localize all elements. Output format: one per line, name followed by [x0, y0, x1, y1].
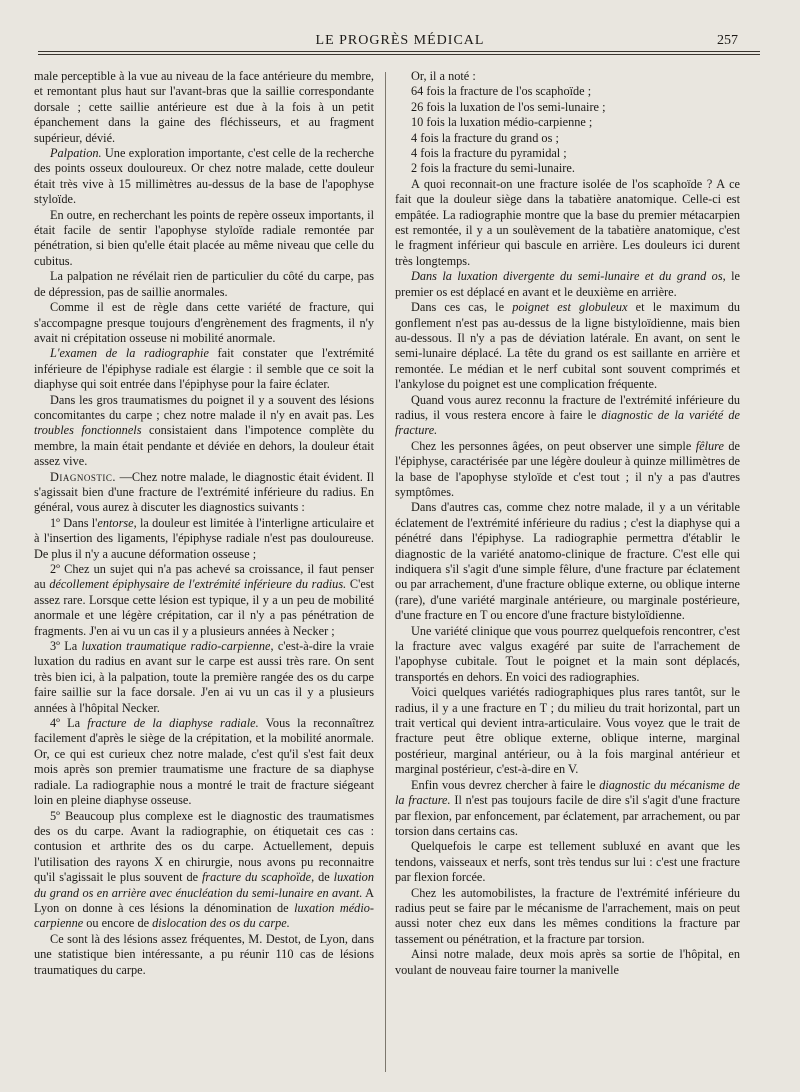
paragraph-text: et le maximum du gonflement n'est pas au-dessus de la ligne bistyloïdienne, mais bien au-dessous. Il n'y a pas de déviation latérale. En avant, on sent le semi-lunaire déplacé. La tête du grand os est saillante en arrière et remontée. Le médian et le nerf cubital sont souvent comprimés et l'ankylose du poignet est une complication fréquente.	[395, 300, 740, 392]
emphasis: poignet est globuleux	[512, 300, 628, 315]
paragraph: Ainsi notre malade, deux mois après sa sortie de l'hôpital, en voulant de nouveau faire tourner la manivelle	[395, 947, 740, 977]
item-text: 3º La	[50, 639, 82, 654]
emphasis: luxation du grand os en arrière avec énucléation du semi-lunaire en avant.	[34, 870, 374, 900]
item-text: , c'est-à-dire la vraie luxation du radius en avant sur le carpe est aussi très rare. On sent très bien ici, à la palpation, toute la première rangée des os du carpe faire saillie sur la face dorsale. J'en ai vu un cas il y a plusieurs années à l'hôpital Necker.	[34, 639, 374, 715]
paragraph: A quoi reconnait-on une fracture isolée de l'os scaphoïde ? A ce fait que la douleur siège dans la tabatière anatomique. Celle-ci est empâtée. La radiographie montre que la base du premier métacarpien est remontée, il y a un soulèvement de la tabatière anatomique, c'est le fragment inférieur qui bascule en arrière. Les douleurs ici durent très longtemps.	[395, 176, 740, 268]
paragraph: La palpation ne révélait rien de particulier du côté du carpe, pas de dépression, pas de saillie anormales.	[34, 269, 374, 299]
item-text: , la douleur est limitée à l'interligne articulaire et à l'insertion des ligaments, l'épiphyse radiale n'est pas douloureuse. De plus il n'y a aucune déformation osseuse ;	[34, 515, 374, 561]
emphasis: diagnostic du mécanisme de la fracture.	[395, 777, 740, 808]
paragraph-text: fait constater que l'extrémité inférieure de l'épiphyse radiale est élargie : il semble que ce soit la diaphyse qui soit entrée dans l'épiphyse pour la faire éclater.	[34, 346, 374, 392]
emphasis: dislocation des os du carpe.	[152, 916, 290, 931]
paragraph-text: Quand vous aurez reconnu la fracture de l'extrémité inférieure du radius, il vous restera encore à faire le	[395, 392, 740, 422]
header-rule	[38, 51, 760, 52]
diagnosis-item	[34, 562, 374, 639]
paragraph-radiography	[34, 346, 374, 392]
paragraph-text: , le premier os est déplacé en avant et le deuxième en arrière.	[395, 269, 740, 299]
paragraph: male perceptible à la vue au niveau de la face antérieure du membre, et remontant plus haut sur l'avant-bras que la saillie correspondante dorsale ; cette saillie antérieure est due à la fois à un petit épanchement dans la gaine des fléchisseurs, et au fragment supérieur, dévié.	[34, 69, 374, 145]
paragraph	[395, 778, 740, 840]
column-divider	[385, 72, 386, 1072]
item-text: 5º Beaucoup plus complexe est le diagnostic des traumatismes des os du carpe. Avant la radiographie, on étiquetait ces cas : contusion et arthrite des os du carpe. Actuellement, depuis l'utilisation des rayons X en chirurgie, nous avons pu reconnaitre qu'il s'agissait le plus souvent de	[34, 808, 374, 885]
stat-line: 26 fois la luxation de l'os semi-lunaire ;	[411, 99, 606, 114]
left-column	[34, 69, 374, 1084]
paragraph: Une variété clinique que vous pourrez quelquefois rencontrer, c'est la fracture avec valgus exagéré par suite de l'arrachement de l'apophyse cubitale. Tout le poignet et la main sont déplacés, transportés en dehors. En voici des radiographies.	[395, 623, 740, 684]
emphasis: L'examen de la radiographie	[50, 346, 209, 361]
paragraph-text: Une exploration importante, c'est celle de la recherche des points osseux douloureux. Or chez notre malade, cette douleur était très vive à 15 millimètres au-dessus de la base de l'apophyse styloïde.	[34, 146, 374, 207]
section-label: Palpation.	[50, 146, 102, 161]
stat-line: 4 fois la fracture du grand os ;	[411, 130, 559, 145]
diagnosis-item	[34, 809, 374, 932]
paragraph	[395, 439, 740, 501]
item-text: ou encore de	[83, 916, 153, 931]
paragraph-text: Il n'est pas toujours facile de dire s'il s'agit d'une fracture par flexion, par enfoncement, par éclatement, par arrachement, ou par torsion dans certains cas.	[395, 793, 740, 838]
item-text: Vous la reconnaîtrez facilement d'après le siège de la crépitation, et la mobilité anormale. Or, ce qui est curieux chez notre malade, c'est qu'il s'est fait deux mois après son premier traumatisme une fracture de sa diaphyse radiale. La radiographie nous a montré le trait de fracture siégeant loin en pleine diaphyse osseuse.	[34, 716, 374, 808]
item-text: , de	[311, 870, 334, 885]
paragraph-text: de l'épiphyse, caractérisée par une légère douleur à quinze millimètres de la base de l'apophyse styloïde et c'est tout ; il n'y a pas d'autres symptômes.	[395, 438, 740, 499]
item-text: A Lyon on donne à ces lésions la dénomination de	[34, 885, 374, 915]
paragraph	[395, 393, 740, 439]
paragraph: Voici quelques variétés radiographiques plus rares tantôt, sur le radius, il y a une fracture en T ; du milieu du trait horizontal, part un trait vertical qui devient intra-articulaire. Vous voyez que le trait de fracture peut être oblique externe, oblique interne, marginal postérieur, marginal antérieur, ou à la fois marginal antérieur et marginal postérieur, c'est-à-dire en V.	[395, 685, 740, 777]
paragraph-text: —Chez notre malade, le diagnostic était évident. Il s'agissait bien d'une fracture de l'extrémité inférieure du radius. En général, vous aurez à discuter les diagnostics suivants :	[34, 469, 374, 515]
paragraph-diagnostic	[34, 470, 374, 516]
emphasis: décollement épiphysaire de l'extrémité inférieure du radius.	[49, 577, 347, 592]
emphasis: Dans la luxation divergente du semi-lunaire et du grand os	[411, 269, 723, 284]
page-header	[0, 30, 800, 56]
emphasis: entorse	[97, 515, 134, 530]
paragraph-text: Dans les gros traumatismes du poignet il y a souvent des lésions concomitantes du carpe ; chez notre malade il n'y en avait pas. Les	[34, 392, 374, 422]
stat-line: 10 fois la luxation médio-carpienne ;	[411, 115, 593, 130]
paragraph-text: Dans ces cas, le	[411, 300, 513, 315]
item-text: 2º Chez un sujet qui n'a pas achevé sa croissance, il faut penser au	[34, 562, 374, 592]
paragraph	[395, 300, 740, 392]
emphasis: luxation traumatique radio-carpienne	[81, 639, 271, 654]
diagnosis-item	[34, 516, 374, 562]
item-text: 1º Dans l'	[50, 515, 98, 530]
item-text: C'est assez rare. Lorsque cette lésion est typique, il y a un peu de mobilité anormale et une légère crépitation, car il n'y a pas pénétration de fragments. J'en ai vu un cas il y a plusieurs années à Necker ;	[34, 577, 374, 638]
stat-line: 64 fois la fracture de l'os scaphoïde ;	[411, 84, 592, 99]
paragraph: Or, il a noté :	[411, 69, 476, 83]
paragraph-text: Enfin vous devrez chercher à faire le	[411, 777, 600, 792]
paragraph: En outre, en recherchant les points de repère osseux importants, il était facile de sentir l'apophyse styloïde radiale remontée par pénétration, si bien qu'elle était placée au même niveau que celle du cubitus.	[34, 207, 374, 268]
item-text: 4º La	[50, 716, 88, 731]
emphasis: troubles fonctionnels	[34, 423, 142, 438]
paragraph	[34, 393, 374, 470]
header-rule-double	[38, 54, 760, 55]
stat-line: 2 fois la fracture du semi-lunaire.	[411, 161, 575, 176]
stat-line: 4 fois la fracture du pyramidal ;	[411, 146, 567, 161]
emphasis: luxation médio-carpienne	[34, 900, 374, 931]
paragraph: Chez les automobilistes, la fracture de l'extrémité inférieure du radius peut se faire par le mécanisme de l'arrachement, mais on peut aussi noter chez eux dans les mêmes conditions la fracture par tassement ou pénétration, et la fracture par torsion.	[395, 885, 740, 946]
paragraph-text: Chez les personnes âgées, on peut observer une simple	[411, 438, 696, 453]
section-label: Diagnostic.	[50, 469, 116, 484]
diagnosis-item	[34, 716, 374, 808]
emphasis: diagnostic de la variété de fracture.	[395, 407, 740, 438]
paragraph: Ce sont là des lésions assez fréquentes, M. Destot, de Lyon, dans une statistique bien intéressante, a pu réunir 110 cas de lésions traumatiques du carpe.	[34, 931, 374, 977]
emphasis: fracture du scaphoïde	[201, 870, 312, 885]
paragraph-palpation	[34, 146, 374, 208]
paragraph	[395, 269, 740, 300]
emphasis: fêlure	[695, 438, 724, 453]
emphasis: fracture de la diaphyse radiale.	[87, 716, 259, 731]
paragraph-text: consistaient dans l'impotence complète du membre, la main était pendante et déviée en dehors, la douleur était assez vive.	[34, 423, 374, 469]
page-number: 257	[717, 33, 738, 48]
paragraph: Quelquefois le carpe est tellement subluxé en avant que les tendons, vaisseaux et nerfs, sont très tendus sur lui : c'est une fracture par flexion forcée.	[395, 839, 740, 885]
paragraph: Dans d'autres cas, comme chez notre malade, il y a un véritable éclatement de l'extrémité inférieure du radius ; c'est la diaphyse qui a pénétré dans l'épiphyse. La radiographie permettra d'établir le diagnostic de la variété anatomo-clinique de fracture. C'est elle qui indiquera s'il s'agit d'une simple fêlure, d'une fracture par éclatement ou par arrachement, d'une fracture oblique externe, ou oblique interne (rare), d'une variété marginale antérieure, ou marginale postérieure, d'une fracture en T ou encore d'une fracture bistyloïdienne.	[395, 500, 740, 623]
paragraph: Comme il est de règle dans cette variété de fracture, qui s'accompagne presque toujours d'engrènement des fragments, il n'y avait ni crépitation osseuse ni mobilité anormale.	[34, 300, 374, 345]
right-column	[395, 69, 740, 1084]
diagnosis-item	[34, 639, 374, 716]
journal-title: LE PROGRÈS MÉDICAL	[315, 33, 485, 48]
